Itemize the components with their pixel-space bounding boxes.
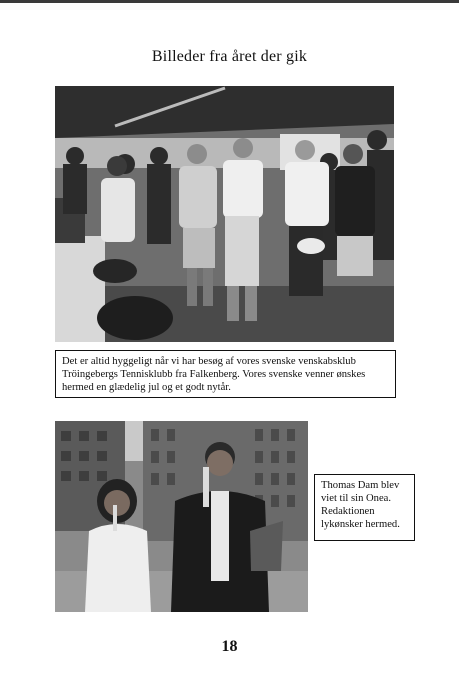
group-gathering-photo: [55, 86, 394, 342]
caption-line: Tröingebergs Tennisklubb fra Falkenberg. Vores svenske venner ønskes: [62, 369, 366, 380]
wedding-caption: [314, 474, 415, 541]
page-top-edge: [0, 0, 459, 3]
caption-line: Redaktionen: [321, 506, 375, 517]
page-number: 18: [221, 638, 238, 655]
caption-line: viet til sin Onea.: [321, 493, 392, 504]
page-title: Billeder fra året der gik: [151, 48, 308, 65]
caption-line: lykønsker hermed.: [321, 519, 400, 530]
wedding-couple-photo: [55, 421, 308, 612]
caption-line: Thomas Dam blev: [321, 480, 400, 491]
group-photo-caption: [55, 350, 396, 398]
caption-line: hermed en glædelig jul og et godt nytår.: [62, 382, 231, 393]
caption-line: Det er altid hyggeligt når vi har besøg af vores svenske venskabsklub: [62, 356, 356, 367]
